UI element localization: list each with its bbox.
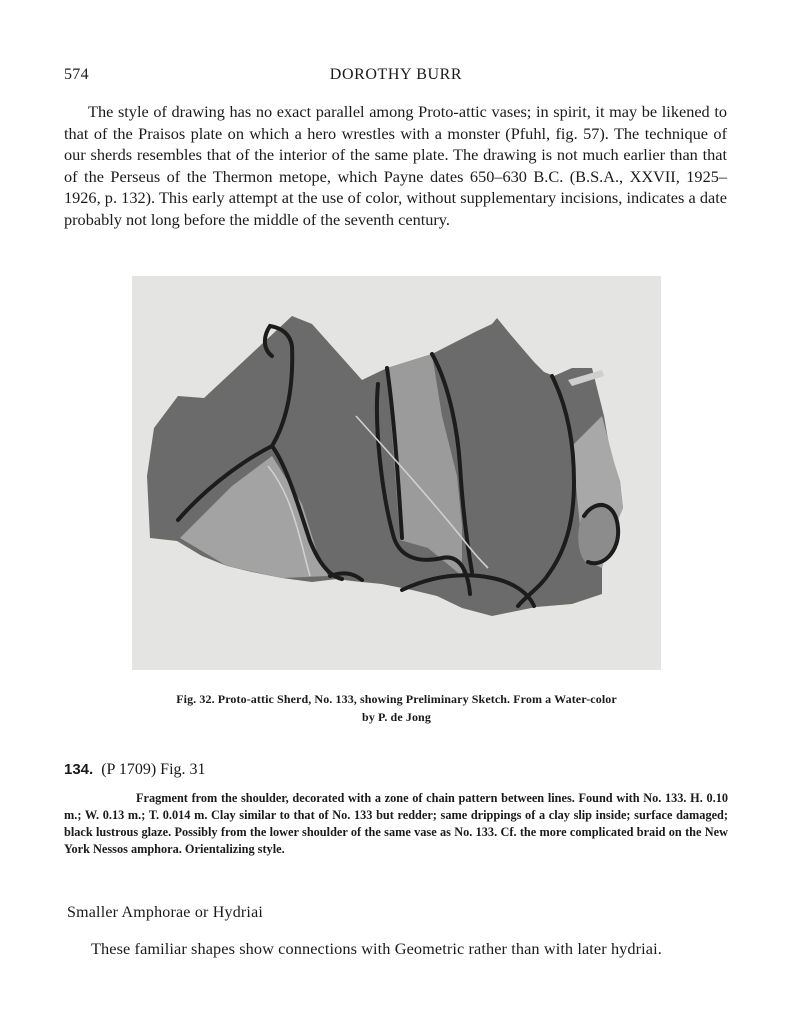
section-title: Smaller Amphorae or Hydriai xyxy=(67,904,264,921)
caption-line-1: Fig. 32. Proto-attic Sherd, No. 133, showing Preliminary Sketch. From a Water-color xyxy=(176,692,617,706)
entry-description: Fragment from the shoulder, decorated with a zone of chain pattern between lines. Found with No. 133. H. 0.10 m.; W. 0.13 m.; T. 0.014 m. Clay similar to that of No. 133 but redder; same drippings of a clay slip inside; surface damaged; black lustrous glaze. Possibly from the lower shoulder of the same vase as No. 133. Cf. the more complicated braid on the New York Nessos amphora. Orientalizing style. xyxy=(64,791,728,856)
catalogue-entry-heading xyxy=(64,761,206,779)
intro-paragraph: The style of drawing has no exact parallel among Proto-attic vases; in spirit, it may be likened to that of the Praisos plate on which a hero wrestles with a monster (Pfuhl, fig. 57). The technique of our sherds resembles that of the interior of the same plate. The drawing is not much earlier than that of the Perseus of the Thermon metope, which Payne dates 650–630 B.C. (B.S.A., XXVII, 1925–1926, p. 132). This early attempt at the use of color, without supplementary incisions, indicates a date probably not long before the middle of the seventh century. xyxy=(64,102,727,229)
figure-caption xyxy=(120,690,673,726)
sherd-illustration xyxy=(132,276,661,670)
caption-line-2: by P. de Jong xyxy=(362,710,431,724)
section-first-line: These familiar shapes show connections with Geometric rather than with later hydriai. xyxy=(91,939,662,958)
sherd-figure xyxy=(132,276,661,670)
running-head: DOROTHY BURR xyxy=(329,66,463,83)
page-number: 574 xyxy=(64,66,89,83)
entry-number: 134. xyxy=(64,761,94,778)
entry-inventory: (P 1709) Fig. 31 xyxy=(101,761,206,778)
